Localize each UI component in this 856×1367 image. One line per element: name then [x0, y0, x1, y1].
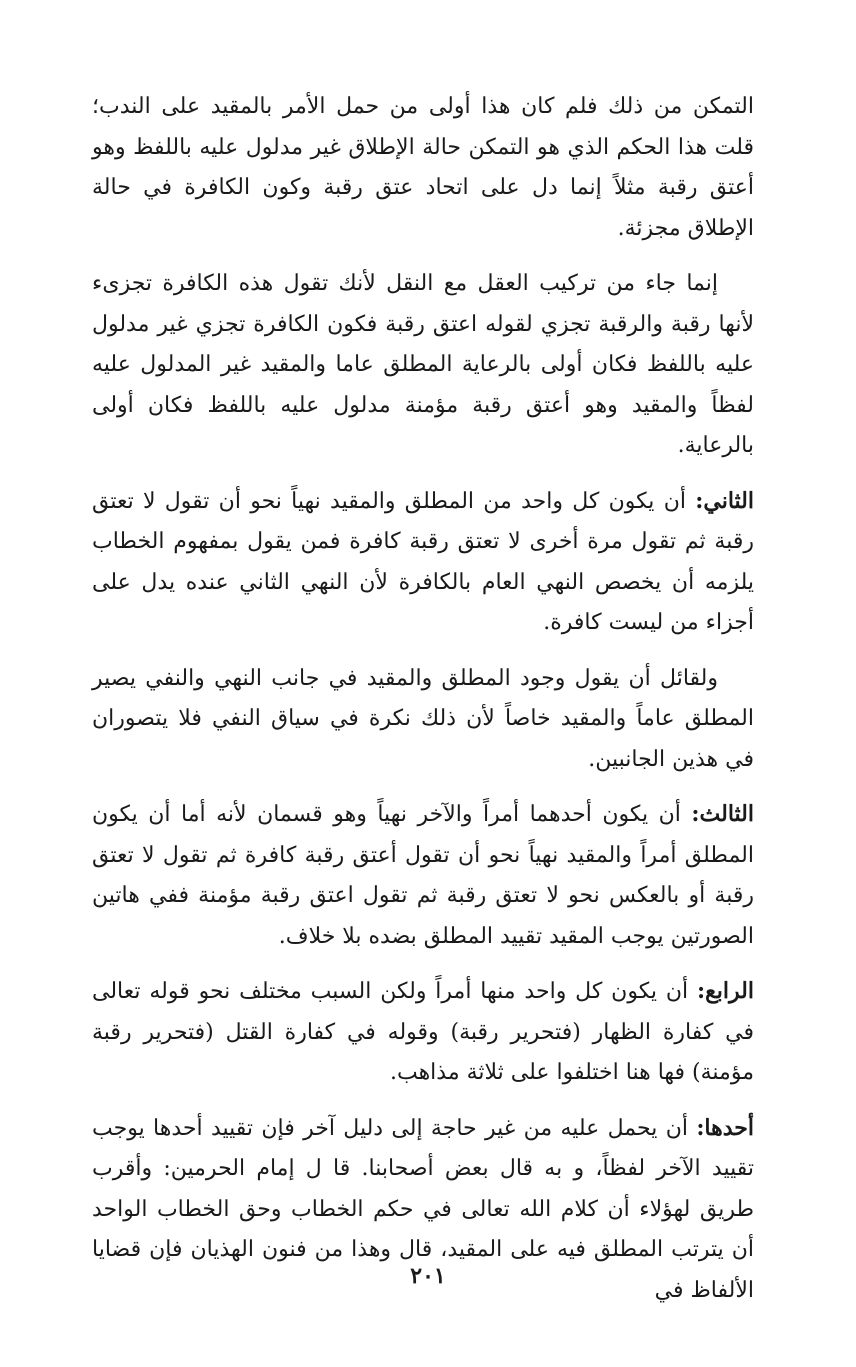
paragraph-2-text: إنما جاء من تركيب العقل مع النقل لأنك تقول هذه الكافرة تجزىء لأنها رقبة والرقبة تجزي لقوله اعتق رقبة فكون الكافرة تجزي غير مدلول عليه باللفظ فكان أولى بالرعاية المطلق عاما والمقيد غير المدلول عليه لفظاً والمقيد وهو أعتق رقبة مؤمنة مدلول عليه باللفظ فكان أولى بالرعاية. [92, 271, 754, 458]
paragraph-5 [92, 794, 754, 957]
page-body-text [92, 86, 754, 1325]
paragraph-1 [92, 86, 754, 249]
paragraph-5-text: أن يكون أحدهما أمراً والآخر نهياً وهو قسمان لأنه أما أن يكون المطلق أمراً والمقيد نهياً نحو أن تقول أعتق رقبة كافرة ثم تقول لا تعتق رقبة أو بالعكس نحو لا تعتق رقبة ثم تقول اعتق رقبة مؤمنة ففي هاتين الصورتين يوجب المقيد تقييد المطلق بضده بلا خلاف. [92, 802, 754, 949]
paragraph-3-text: أن يكون كل واحد من المطلق والمقيد نهياً نحو أن تقول لا تعتق رقبة ثم تقول مرة أخرى لا تعتق رقبة كافرة فمن يقول بمفهوم الخطاب يلزمه أن يخصص النهي العام بالكافرة لأن النهي الثاني عنده يدل على أجزاء من ليست كافرة. [92, 488, 754, 635]
paragraph-6-text: أن يكون كل واحد منها أمراً ولكن السبب مختلف نحو قوله تعالى في كفارة الظهار (فتحرير رقبة) وقوله في كفارة القتل (فتحرير رقبة مؤمنة) فها هنا اختلفوا على ثلاثة مذاهب. [92, 979, 754, 1085]
paragraph-1-text: التمكن من ذلك فلم كان هذا أولى من حمل الأمر بالمقيد على الندب؛ قلت هذا الحكم الذي هو التمكن حالة الإطلاق غير مدلول عليه باللفظ وهو أعتق رقبة مثلاً إنما دل على اتحاد عتق رقبة وكون الكافرة في حالة الإطلاق مجزئة. [92, 94, 754, 241]
paragraph-5-lead: الثالث: [691, 801, 754, 827]
paragraph-7-text: أن يحمل عليه من غير حاجة إلى دليل آخر فإن تقييد أحدها يوجب تقييد الآخر لفظاً، و به قال بعض أصحابنا. قا ل إمام الحرمين: وأقرب طريق لهؤلاء أن كلام الله تعالى في حكم الخطاب وحق الخطاب الواحد أن يترتب المطلق فيه على المقيد، قال وهذا من فنون الهذيان فإن قضايا الألفاظ في [92, 1115, 755, 1303]
paragraph-6-lead: الرابع: [696, 978, 754, 1004]
page-number: ٢٠١ [410, 1263, 446, 1289]
paragraph-7-lead: أحدها: [696, 1114, 754, 1141]
paragraph-6 [92, 971, 754, 1094]
paragraph-4 [92, 658, 754, 781]
paragraph-3-lead: الثاني: [695, 487, 754, 514]
paragraph-4-text: ولقائل أن يقول وجود المطلق والمقيد في جانب النهي والنفي يصير المطلق عاماً والمقيد خاصاً لأن ذلك نكرة في سياق النفي فلا يتصوران في هذين الجانبين. [92, 665, 754, 772]
paragraph-2 [92, 263, 754, 467]
paragraph-3 [92, 481, 754, 644]
